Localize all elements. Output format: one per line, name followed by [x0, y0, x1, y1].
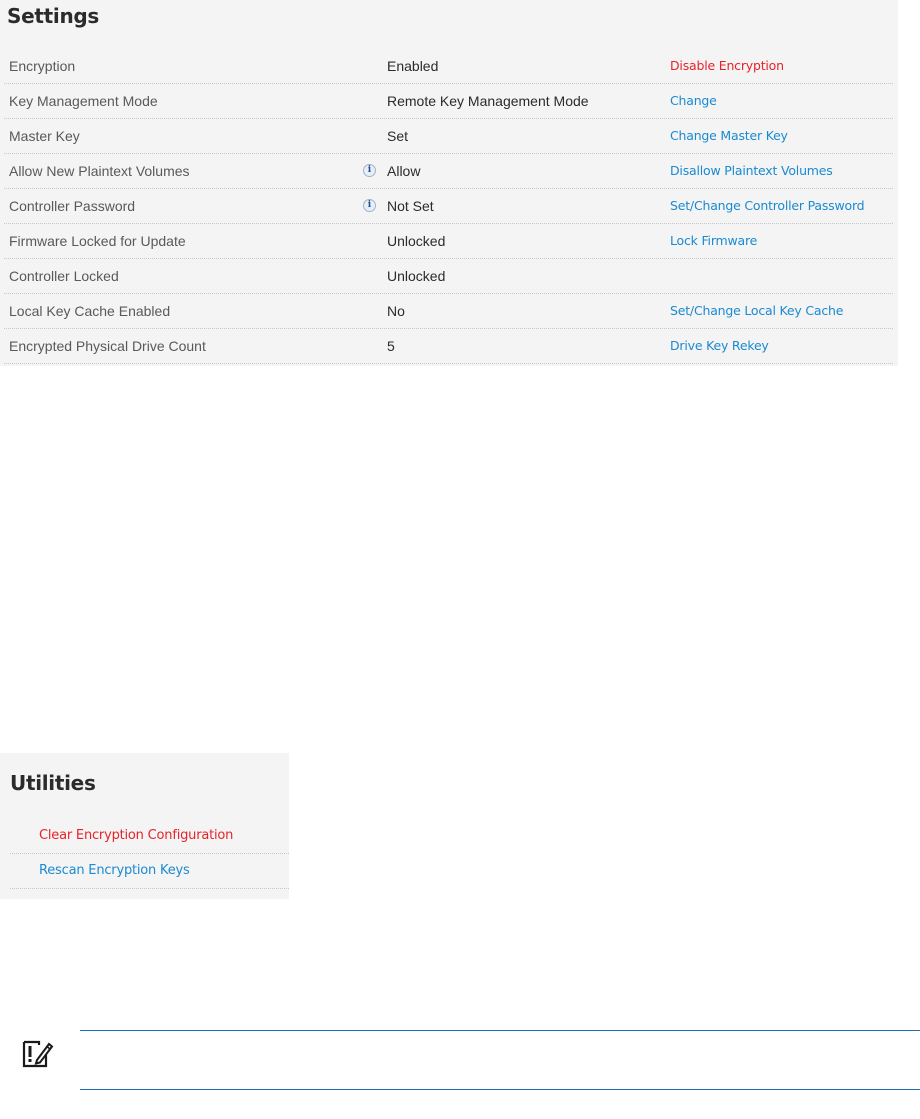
disable-encryption-link[interactable]: Disable Encryption: [670, 58, 784, 73]
row-value: No: [387, 303, 405, 319]
important-note-icon: [20, 1036, 54, 1070]
change-master-key-link[interactable]: Change Master Key: [670, 128, 788, 143]
row-label: Controller Locked: [9, 268, 119, 284]
settings-row-controller-password: [4, 189, 893, 224]
row-label: Master Key: [9, 128, 80, 144]
settings-row-master-key: [4, 119, 893, 154]
note-top-rule: [80, 1030, 920, 1031]
disallow-plaintext-link[interactable]: Disallow Plaintext Volumes: [670, 163, 833, 178]
note-bottom-rule: [80, 1089, 920, 1090]
set-controller-password-link[interactable]: Set/Change Controller Password: [670, 198, 865, 213]
row-value: Unlocked: [387, 233, 446, 249]
row-label: Encrypted Physical Drive Count: [9, 338, 206, 354]
row-value: Not Set: [387, 198, 434, 214]
settings-panel: [0, 0, 898, 366]
row-label: Controller Password: [9, 198, 136, 214]
settings-row-encryption: [4, 49, 893, 84]
lock-firmware-link[interactable]: Lock Firmware: [670, 233, 758, 248]
settings-row-key-management-mode: [4, 84, 893, 119]
utilities-title: Utilities: [10, 771, 96, 795]
row-label: Encryption: [9, 58, 76, 74]
utilities-panel: [0, 753, 289, 899]
settings-row-firmware-locked: [4, 224, 893, 259]
set-local-key-cache-link[interactable]: Set/Change Local Key Cache: [670, 303, 844, 318]
row-label: Firmware Locked for Update: [9, 233, 186, 249]
change-key-management-link[interactable]: Change: [670, 93, 717, 108]
row-value: Unlocked: [387, 268, 446, 284]
drive-key-rekey-link[interactable]: Drive Key Rekey: [670, 338, 769, 353]
row-value: 5: [387, 338, 395, 354]
settings-row-local-key-cache: [4, 294, 893, 329]
settings-row-controller-locked: [4, 259, 893, 294]
rescan-encryption-keys-link[interactable]: Rescan Encryption Keys: [10, 854, 289, 889]
row-value: Set: [387, 128, 409, 144]
row-label: Key Management Mode: [9, 93, 158, 109]
info-icon[interactable]: i: [363, 164, 376, 177]
row-label: Allow New Plaintext Volumes: [9, 163, 190, 179]
settings-row-drive-count: [4, 329, 893, 364]
info-icon[interactable]: i: [363, 199, 376, 212]
row-value: Enabled: [387, 58, 439, 74]
settings-title: Settings: [7, 4, 100, 28]
row-label: Local Key Cache Enabled: [9, 303, 171, 319]
row-value: Allow: [387, 163, 421, 179]
clear-encryption-configuration-link[interactable]: Clear Encryption Configuration: [10, 819, 289, 854]
row-value: Remote Key Management Mode: [387, 93, 589, 109]
settings-row-plaintext-volumes: [4, 154, 893, 189]
